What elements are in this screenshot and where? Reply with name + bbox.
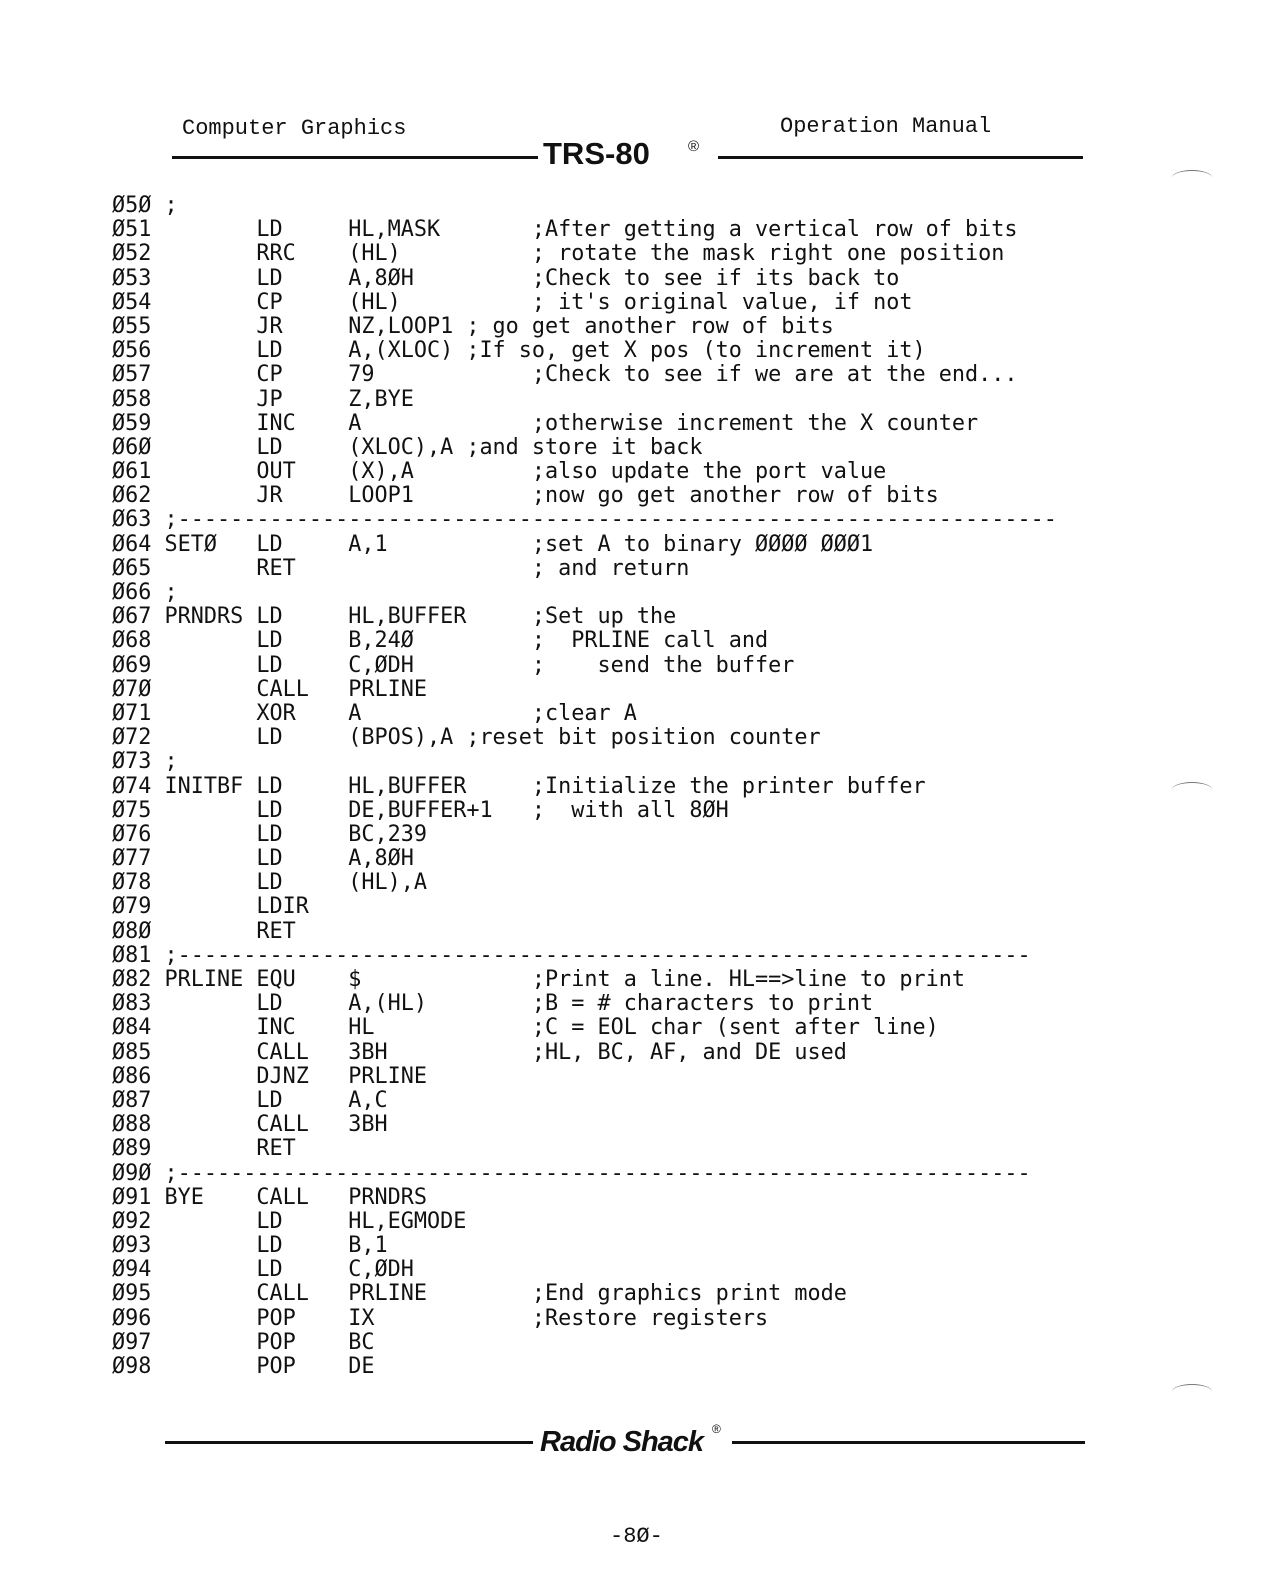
code-line: Ø93 LD B,1 — [112, 1233, 388, 1259]
header-right-title: Operation Manual — [780, 114, 992, 139]
trs80-logo: TRS-80 — [543, 136, 650, 171]
code-line: Ø83 LD A,(HL) ;B = # characters to print — [112, 991, 874, 1017]
code-line: Ø9Ø ;----------------------------------------------------------------- — [112, 1160, 1031, 1186]
code-line: Ø84 INC HL ;C = EOL char (sent after line) — [112, 1015, 939, 1041]
code-line: Ø8Ø RET — [112, 918, 296, 944]
code-line: Ø87 LD A,C — [112, 1087, 388, 1113]
code-line: Ø91 BYE CALL PRNDRS — [112, 1184, 427, 1210]
header-rule-right — [718, 156, 1083, 159]
code-line: Ø5Ø ; — [112, 193, 178, 218]
code-line: Ø81 ;----------------------------------------------------------------- — [112, 942, 1031, 968]
code-line: Ø98 POP DE — [112, 1354, 375, 1379]
header-rule-left — [172, 156, 538, 159]
code-line: Ø89 RET — [112, 1136, 296, 1162]
code-line: Ø61 OUT (X),A ;also update the port value — [112, 459, 887, 485]
code-line: Ø54 CP (HL) ; it's original value, if not — [112, 289, 913, 315]
code-line: Ø76 LD BC,239 — [112, 821, 427, 847]
page-number: -8Ø- — [610, 1524, 663, 1549]
margin-mark — [1172, 1384, 1212, 1399]
code-line: Ø82 PRLINE EQU $ ;Print a line. HL==>line to print — [112, 967, 965, 992]
footer-rule-right — [732, 1441, 1085, 1444]
code-line: Ø66 ; — [112, 580, 178, 605]
code-line: Ø77 LD A,8ØH — [112, 846, 414, 872]
code-line: Ø69 LD C,ØDH ; send the buffer — [112, 652, 795, 678]
code-line: Ø63 ;------------------------------------------------------------------- — [112, 507, 1057, 533]
code-line: Ø65 RET ; and return — [112, 555, 690, 581]
header-left-title: Computer Graphics — [182, 116, 407, 141]
code-line: Ø73 ; — [112, 749, 178, 775]
footer-rule-left — [165, 1441, 533, 1444]
code-line: Ø59 INC A ;otherwise increment the X counter — [112, 410, 979, 436]
code-line: Ø78 LD (HL),A — [112, 870, 427, 896]
code-line: Ø51 LD HL,MASK ;After getting a vertical row of bits — [112, 217, 1018, 243]
code-line: Ø92 LD HL,EGMODE — [112, 1208, 467, 1234]
code-line: Ø62 JR LOOP1 ;now go get another row of bits — [112, 483, 939, 509]
assembly-listing — [112, 194, 1057, 1379]
code-line: Ø57 CP 79 ;Check to see if we are at the end... — [112, 362, 1018, 388]
code-line: Ø96 POP IX ;Restore registers — [112, 1305, 769, 1331]
code-line: Ø67 PRNDRS LD HL,BUFFER ;Set up the — [112, 604, 677, 630]
code-line: Ø88 CALL 3BH — [112, 1112, 388, 1138]
code-line: Ø71 XOR A ;clear A — [112, 700, 637, 726]
code-line: Ø72 LD (BPOS),A ;reset bit position counter — [112, 725, 821, 751]
trs80-registered-mark: ® — [688, 138, 700, 155]
radio-shack-registered-mark: ® — [712, 1422, 721, 1436]
code-line: Ø52 RRC (HL) ; rotate the mask right one position — [112, 241, 1005, 267]
code-line: Ø94 LD C,ØDH — [112, 1257, 414, 1283]
code-line: Ø79 LDIR — [112, 894, 309, 920]
code-line: Ø75 LD DE,BUFFER+1 ; with all 8ØH — [112, 797, 729, 823]
code-line: Ø7Ø CALL PRLINE — [112, 676, 427, 702]
margin-mark — [1172, 782, 1212, 797]
code-line: Ø97 POP BC — [112, 1329, 375, 1355]
margin-mark — [1172, 170, 1212, 185]
code-line: Ø6Ø LD (XLOC),A ;and store it back — [112, 434, 703, 460]
code-line: Ø58 JP Z,BYE — [112, 386, 414, 412]
code-line: Ø56 LD A,(XLOC) ;If so, get X pos (to increment it) — [112, 338, 926, 364]
code-line: Ø53 LD A,8ØH ;Check to see if its back to — [112, 265, 900, 291]
code-line: Ø55 JR NZ,LOOP1 ; go get another row of bits — [112, 313, 834, 339]
code-line: Ø86 DJNZ PRLINE — [112, 1063, 427, 1089]
code-line: Ø85 CALL 3BH ;HL, BC, AF, and DE used — [112, 1039, 847, 1065]
code-line: Ø64 SETØ LD A,1 ;set A to binary ØØØØ ØØØ1 — [112, 531, 874, 557]
code-line: Ø95 CALL PRLINE ;End graphics print mode — [112, 1281, 847, 1307]
code-line: Ø74 INITBF LD HL,BUFFER ;Initialize the printer buffer — [112, 773, 926, 799]
radio-shack-logo: Radio Shack — [540, 1426, 704, 1458]
code-line: Ø68 LD B,24Ø ; PRLINE call and — [112, 628, 769, 654]
